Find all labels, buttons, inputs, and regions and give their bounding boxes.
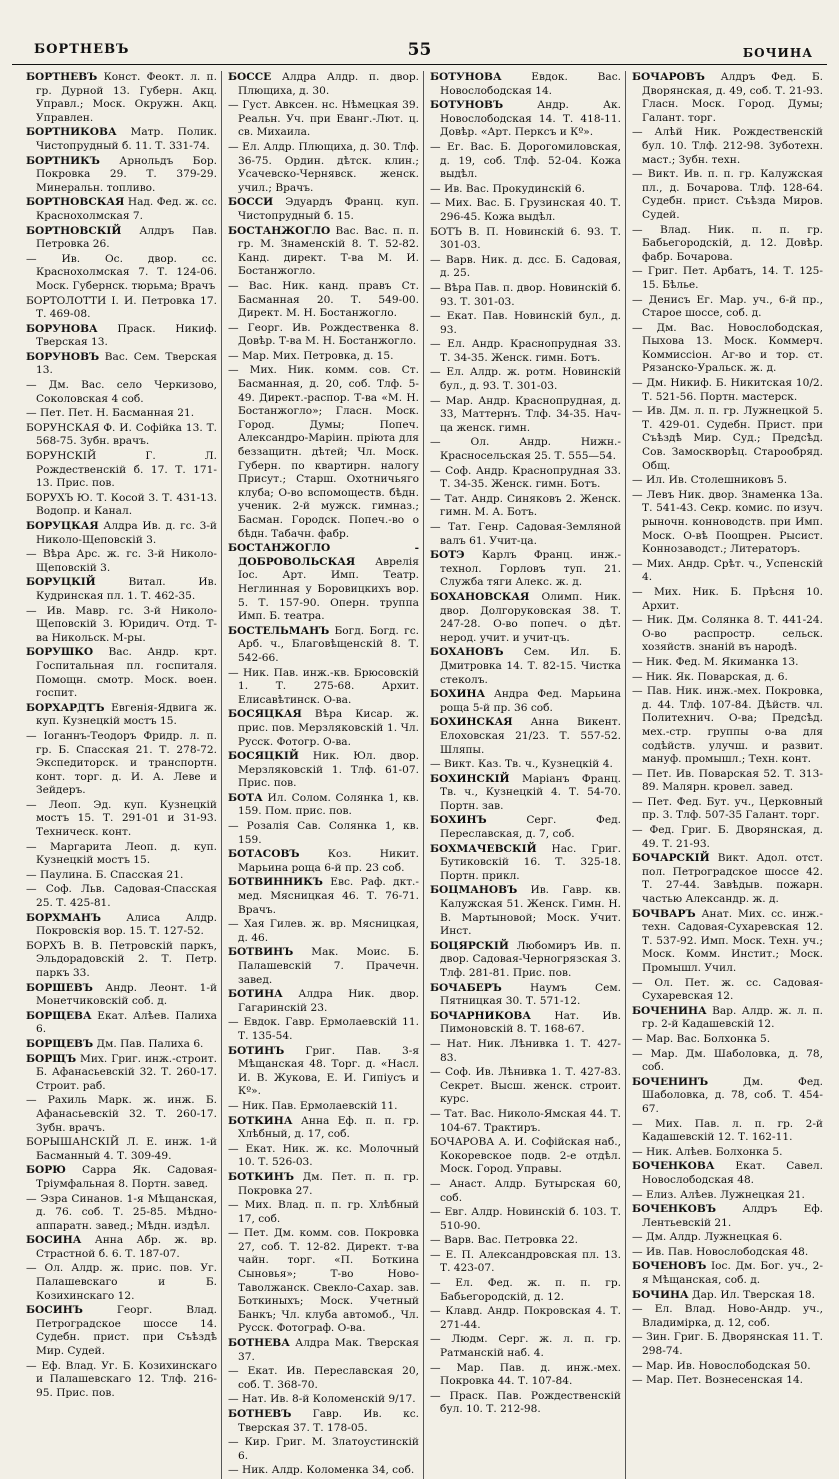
directory-entry: — Мар. Пав. д. инж.-мех. Покровка 44. Т. 107-84. xyxy=(430,1361,621,1388)
directory-entry: БОСИНА Анна Абр. ж. вр. Страстной б. 6. Т. 187-07. xyxy=(26,1234,217,1260)
directory-entry: — Варв. Вас. Петровка 22. xyxy=(430,1234,578,1247)
directory-entry: БОЧЕНИНЪ Дм. Фед. Шаболовка, д. 78, соб. Т. 454-67. xyxy=(632,1075,823,1115)
directory-entry: БОТКИНА Анна Еф. п. п. гр. Хлѣбный, д. 17, соб. xyxy=(228,1114,419,1141)
directory-entry: — Іоганнъ-Теодоръ Фридр. л. п. гр. Б. Спасская 21. Т. 278-72. Экспедиторск. и транспортн. конт. торг. д. И. А. Леве и Зейдеръ. xyxy=(26,729,217,797)
entry-surname: БОТЭ xyxy=(430,549,465,562)
directory-entry: — Варв. Ник. д. дсс. Б. Садовая, д. 25. xyxy=(430,253,621,280)
directory-entry: БОЧВАРЪ Анат. Мих. сс. инж.-техн. Садовая-Сухаревская 12. Т. 537-92. Имп. Моск. Техн. уч.; Моск. Комм. Инстит.; Моск. Промышл. Учил. xyxy=(632,907,823,974)
directory-entry: БОРЫШАНСКІЙ Л. Е. инж. 1-й Басманный 4. Т. 309-49. xyxy=(26,1136,217,1162)
header-left-guide-word: БОРТНЕВЪ xyxy=(34,42,130,57)
directory-entry: БОСТАНЖОГЛО - ДОБРОВОЛЬСКАЯ Аврелія Іос. Арт. Имп. Театр. Неглинная у Боровицкихъ вор. 5. Т. 157-90. Оперн. труппа Имп. Б. театра. xyxy=(228,542,419,623)
directory-entry: — Денисъ Ег. Мар. уч., 6-й пр., Старое шоссе, соб. д. xyxy=(632,293,823,320)
entry-surname: БОЧЕНИНЪ xyxy=(632,1075,709,1088)
directory-entry: — Ник. Пав. инж.-кв. Брюсовскій 1. Т. 275-68. Архит. Елисавѣтинск. О-ва. xyxy=(228,666,419,706)
columns xyxy=(12,71,827,1479)
entry-surname: БОСИНЪ xyxy=(26,1304,83,1317)
directory-entry: — Дм. Вас. Новослободская, Пыхова 13. Моск. Коммерч. Коммиссіон. Аг-во и тор. ст. Рязанско-Уральск. ж. д. xyxy=(632,321,823,375)
page-header xyxy=(12,40,827,65)
entry-surname: БОСИНА xyxy=(26,1234,82,1247)
directory-entry: БОРТНОВСКАЯ Над. Фед. ж. сс. Краснохолмская 7. xyxy=(26,196,217,222)
directory-entry: — Эзра Синанов. 1-я Мѣщанская, д. 76. соб. Т. 25-85. Мѣдно-аппаратн. завед.; Мѣдн. издѣл. xyxy=(26,1192,217,1232)
directory-entry: БОЧЕНОВЪ Іос. Дм. Бог. уч., 2-я Мѣщанская, соб. д. xyxy=(632,1260,823,1287)
directory-entry: БОЦЯРСКІЙ Любомиръ Ив. п. двор. Садовая-Черногрязская 3. Тлф. 281-81. Прис. пов. xyxy=(430,939,621,979)
entry-surname: БОЧЕНКОВЪ xyxy=(632,1203,716,1216)
directory-entry: — Вас. Ник. канд. правъ Ст. Басманная 20. Т. 549-00. Директ. М. Н. Бостанжогло. xyxy=(228,279,419,320)
entry-surname: БОРУШКО xyxy=(26,646,94,659)
directory-entry: — Мих. Пав. л. п. гр. 2-й Кадашевскій 12. Т. 162-11. xyxy=(632,1117,823,1144)
directory-entry: БОТКИНЪ Дм. Пет. п. п. гр. Покровка 27. xyxy=(228,1170,419,1197)
page-number: 55 xyxy=(407,40,432,60)
directory-entry: — Ол. Андр. Нижн.-Красносельская 25. Т. 555—54. xyxy=(430,436,621,463)
entry-surname: БОЧАРСКІЙ xyxy=(632,852,710,865)
directory-entry: БОССЕ Алдра Алдр. п. двор. Плющиха, д. 30. xyxy=(228,71,419,97)
directory-entry: БОРТНЕВЪ Конст. Феокт. л. п. гр. Дурной 13. Губерн. Акц. Управл.; Моск. Окружн. Акц. Управлен. xyxy=(26,71,217,124)
directory-entry: — Рахиль Марк. ж. инж. Б. Афанасьевскій 32. Т. 260-17. Зубн. врачъ. xyxy=(26,1094,217,1134)
directory-entry: БОЧАРСКІЙ Викт. Адол. отст. пол. Петроградское шоссе 42. Т. 27-44. Завѣдыв. пожарн. частью Александр. ж. д. xyxy=(632,852,823,906)
directory-entry: — Розалія Сав. Солянка 1, кв. 159. xyxy=(228,820,419,846)
entry-surname: БОХИНЪ xyxy=(430,814,487,827)
directory-entry: — Ив. Пав. Новослободская 48. xyxy=(632,1245,809,1258)
directory-entry: — Ив. Вас. Прокудинскій 6. xyxy=(430,182,586,195)
directory-entry: — Екат. Ив. Переславская 20, соб. Т. 368-70. xyxy=(228,1365,419,1391)
directory-entry: БОРТНИКОВА Матр. Полик. Чистопрудный б. 11. Т. 331-74. xyxy=(26,126,217,152)
directory-entry: — Нат. Ник. Лѣнивка 1. Т. 427-83. xyxy=(430,1037,621,1064)
directory-entry: — Дм. Никиф. Б. Никитская 10/2. Т. 521-56. Портн. мастерск. xyxy=(632,377,823,403)
entry-surname: БОРУНОВЪ xyxy=(26,350,100,363)
entry-surname: БОТНЕВА xyxy=(228,1337,290,1350)
directory-entry: — Ив. Дм. л. п. гр. Лужнецкой 5. Т. 429-01. Судебн. Прист. при Съѣздѣ Мир. Суд.; Предсѣд. Сов. Замоскворѣц. Старообряд. Общ. xyxy=(632,405,823,472)
directory-entry: — Соф. Льв. Садовая-Спасская 25. Т. 425-81. xyxy=(26,883,217,910)
entry-surname: БОХИНА xyxy=(430,688,486,701)
entry-surname: БОРШЕВЪ xyxy=(26,981,93,994)
directory-entry: БОРЮ Сарра Як. Садовая-Тріумфальная 8. Портн. завед. xyxy=(26,1164,217,1190)
directory-entry: БОРУЦКАЯ Алдра Ив. д. гс. 3-й Николо-Щеповскій 3. xyxy=(26,520,217,546)
directory-entry: — Леоп. Эд. куп. Кузнецкій мостъ 15. Т. 291-01 и 31-93. Техническ. конт. xyxy=(26,798,217,839)
directory-entry: БОТВИНЪ Мак. Моис. Б. Палашевскій 7. Прачечн. завед. xyxy=(228,946,419,986)
entry-surname: БОЧАРНИКОВА xyxy=(430,1009,532,1022)
directory-entry: — Тат. Вас. Николо-Ямская 44. Т. 104-67. Трактиръ. xyxy=(430,1107,621,1134)
entry-surname: БОХМАЧЕВСКІЙ xyxy=(430,842,537,855)
entry-surname: БОРТНИКЪ xyxy=(26,154,100,167)
entry-surname: БОРХМАНЪ xyxy=(26,911,101,924)
directory-entry: — Зин. Григ. Б. Дворянская 11. Т. 298-74. xyxy=(632,1331,823,1358)
directory-entry: — Ол. Пет. ж. сс. Садовая-Сухаревская 12. xyxy=(632,976,823,1003)
entry-surname: БОТА xyxy=(228,791,263,804)
entry-surname: БОСТАНЖОГЛО - ДОБРОВОЛЬСКАЯ xyxy=(228,542,419,568)
entry-surname: БОРУНОВА xyxy=(26,322,98,335)
directory-entry: БОРШЕВЪ Андр. Леонт. 1-й Монетчиковскій соб. д. xyxy=(26,981,217,1008)
directory-entry: — Людм. Серг. ж. л. п. гр. Ратманскій наб. 4. xyxy=(430,1333,621,1360)
entry-surname: БОХАНОВСКАЯ xyxy=(430,590,530,603)
directory-entry: БОРТОЛОТТИ І. И. Петровка 17. Т. 469-08. xyxy=(26,294,217,321)
directory-entry: — Ник. Фед. М. Якиманка 13. xyxy=(632,655,799,668)
entry-surname: БОСЯЦКАЯ xyxy=(228,708,302,721)
directory-entry: — Пет. Пет. Н. Басманная 21. xyxy=(26,407,195,420)
directory-entry: БОЧАБЕРЪ Наумъ Сем. Пятницкая 30. Т. 571-12. xyxy=(430,981,621,1008)
entry-surname: БОХИНСКІЙ xyxy=(430,772,510,785)
directory-entry: — Екат. Ник. ж. кс. Молочный 10. Т. 526-03. xyxy=(228,1142,419,1169)
directory-entry: — Мих. Андр. Срѣт. ч., Успенскій 4. xyxy=(632,557,823,584)
entry-surname: БОЧЕНИНА xyxy=(632,1004,707,1017)
directory-entry: — Мар. Вас. Болхонка 5. xyxy=(632,1032,771,1045)
directory-entry: БОРТНОВСКІЙ Алдръ Пав. Петровка 26. xyxy=(26,224,217,251)
directory-entry: — Ив. Мавр. гс. 3-й Николо-Щеповскій 3. Юридич. Отд. Т-ва Никольск. М-ры. xyxy=(26,604,217,644)
directory-entry: БОЧАРОВЪ Алдръ Фед. Б. Дворянская, д. 49, соб. Т. 21-93. Гласн. Моск. Город. Думы; Галант. торг. xyxy=(632,71,823,124)
directory-entry: БОРЩЪ Мих. Григ. инж.-строит. Б. Афанасьевскій 32. Т. 260-17. Строит. раб. xyxy=(26,1052,217,1092)
directory-entry: БОХИНСКІЙ Маріанъ Франц. Тв. ч., Кузнецкій 4. Т. 54-70. Портн. зав. xyxy=(430,772,621,812)
directory-entry: — Пав. Ник. инж.-мех. Покровка, д. 44. Тлф. 107-84. Дѣйств. чл. Политехнич. О-ва; Предсѣд. мех.-стр. группы о-ва для содѣйств. улучш. и развит. мануф. промышл.; Техн. конт. xyxy=(632,685,823,766)
directory-entry: БОХАНОВЪ Сем. Ил. Б. Дмитровка 14. Т. 82-15. Чистка стеколъ. xyxy=(430,646,621,686)
entry-surname: БОЦЯРСКІЙ xyxy=(430,939,509,952)
directory-entry: БОЧАРНИКОВА Нат. Ив. Пимоновскій 8. Т. 168-67. xyxy=(430,1009,621,1036)
directory-entry: БОХМАЧЕВСКІЙ Нас. Григ. Бутиковскій 16. Т. 325-18. Портн. прикл. xyxy=(430,842,621,882)
directory-entry: БОСИНЪ Георг. Влад. Петроградское шоссе 14. Судебн. прист. при Съѣздѣ Мир. Судей. xyxy=(26,1304,217,1358)
directory-entry: БОТЭ Карлъ Франц. инж.-технол. Горловъ туп. 21. Служба тяги Алекс. ж. д. xyxy=(430,549,621,589)
entry-surname: БОРТНОВСКІЙ xyxy=(26,224,122,237)
directory-entry: БОРУХЪ Ю. Т. Косой 3. Т. 431-13. Водопр. и Канал. xyxy=(26,491,217,518)
directory-entry: БОЧИНА Дар. Ил. Тверская 18. xyxy=(632,1288,815,1301)
entry-surname: БОХИНСКАЯ xyxy=(430,716,513,729)
directory-entry: — Левъ Ник. двор. Знаменка 13а. Т. 541-43. Секр. комис. по изуч. рыночн. конноводств. при Имп. Моск. О-вѣ Поощрен. Рысист. Коннозаводст.; Литераторъ. xyxy=(632,488,823,556)
directory-entry: БОРХМАНЪ Алиса Алдр. Покровскія вор. 15. Т. 127-52. xyxy=(26,911,217,938)
entry-surname: БОРХАРДТЪ xyxy=(26,701,105,714)
directory-entry: — Ив. Ос. двор. сс. Краснохолмская 7. Т. 124-06. Моск. Губернск. тюрьма; Врачъ xyxy=(26,252,217,292)
entry-surname: БОРЩЕВЪ xyxy=(26,1037,94,1050)
directory-entry: — Еф. Влад. Уг. Б. Козихинскаго и Палашевскаго 12. Тлф. 216-95. Прис. пов. xyxy=(26,1359,217,1399)
directory-entry: — Соф. Андр. Краснопрудная 33. Т. 34-35. Женск. гимн. Ботъ. xyxy=(430,464,621,491)
entry-surname: БОРУЦКІЙ xyxy=(26,576,96,589)
directory-entry: БОСЯЦКАЯ Вѣра Кисар. ж. прис. пов. Мерзляковскій 1. Чл. Русск. Фотогр. О-ва. xyxy=(228,708,419,748)
directory-entry: — Мих. Ник. Б. Прѣсня 10. Архит. xyxy=(632,585,823,612)
directory-entry: — Тат. Генр. Садовая-Земляной валъ 61. Учит-ца. xyxy=(430,521,621,547)
directory-entry: БОРЩЕВА Екат. Алѣев. Палиха 6. xyxy=(26,1009,217,1036)
directory-entry: БОХИНЪ Серг. Фед. Переславская, д. 7, соб. xyxy=(430,814,621,841)
directory-entry: БОЧАРОВА А. И. Софійская наб., Кокоревское подв. 2-е отдѣл. Моск. Город. Управы. xyxy=(430,1136,621,1176)
directory-entry: БОРУНОВА Праск. Никиф. Тверская 13. xyxy=(26,322,217,349)
entry-surname: БОЧИНА xyxy=(632,1288,689,1301)
entry-surname: БОСЯЦКІЙ xyxy=(228,750,299,763)
directory-entry: БОРХЪ В. В. Петровскій паркъ, Эльдорадовскій 2. Т. Петр. паркъ 33. xyxy=(26,939,217,979)
directory-entry: — Ник. Дм. Солянка 8. Т. 441-24. О-во распростр. сельск. хозяйств. знаній въ народѣ. xyxy=(632,614,823,654)
directory-entry: БОРТНИКЪ Арнольдъ Бор. Покровка 29. Т. 379-29. Минеральн. топливо. xyxy=(26,154,217,194)
directory-entry: БОСТЕЛЬМАНЪ Богд. Богд. гс. Арб. ч., Благовѣщенскій 8. Т. 542-66. xyxy=(228,624,419,664)
directory-entry: — Праск. Пав. Рождественскій бул. 10. Т. 212-98. xyxy=(430,1389,621,1416)
directory-entry: БОСЯЦКІЙ Ник. Юл. двор. Мерзляковскій 1. Тлф. 61-07. Прис. пов. xyxy=(228,750,419,790)
directory-entry: БОТУНОВА Евдок. Вас. Новослободская 14. xyxy=(430,71,621,97)
directory-entry: БОТИНЪ Григ. Пав. 3-я Мѣщанская 48. Торг. д. «Насл. И. В. Жукова, Е. И. Гипіусъ и Кº». xyxy=(228,1044,419,1098)
directory-entry: — Ел. Алдр. ж. ротм. Новинскій бул., д. 93. Т. 301-03. xyxy=(430,366,621,393)
entry-surname: БОССЕ xyxy=(228,71,272,83)
directory-entry: — Ил. Ив. Столешниковъ 5. xyxy=(632,474,788,487)
entry-surname: БОССИ xyxy=(228,196,274,209)
directory-entry: — Ел. Влад. Ново-Андр. уч., Владимірка, д. 12, соб. xyxy=(632,1303,823,1329)
directory-entry: БОРУШКО Вас. Андр. крт. Госпитальная пл. госпиталя. Помощн. смотр. Моск. воен. госпит. xyxy=(26,646,217,700)
entry-surname: БОЧЕНКОВА xyxy=(632,1160,715,1173)
directory-entry: — Маргарита Леоп. д. куп. Кузнецкій мостъ 15. xyxy=(26,840,217,867)
directory-entry: — Викт. Ив. п. п. гр. Калужская пл., д. Бочарова. Тлф. 128-64. Судебн. прист. Съѣзда Миров. Судей. xyxy=(632,168,823,221)
directory-entry: — Соф. Ив. Лѣнивка 1. Т. 427-83. Секрет. Высш. женск. строит. курс. xyxy=(430,1066,621,1106)
directory-entry: — Влад. Ник. п. п. гр. Бабьегородскій, д. 12. Довѣр. фабр. Бочарова. xyxy=(632,223,823,263)
directory-entry: БОЧЕНИНА Вар. Алдр. ж. л. п. гр. 2-й Кадашевскій 12. xyxy=(632,1004,823,1031)
directory-entry: БОТИНА Алдра Ник. двор. Гагаринскій 23. xyxy=(228,988,419,1014)
directory-entry: — Клавд. Андр. Покровская 4. Т. 271-44. xyxy=(430,1305,621,1331)
directory-entry: — Елиз. Алѣев. Лужнецкая 21. xyxy=(632,1188,805,1201)
directory-entry: БОТУНОВЪ Андр. Ак. Новослободская 14. Т. 418-11. Довѣр. «Арт. Перксъ и Кº». xyxy=(430,99,621,139)
directory-entry: — Екат. Пав. Новинскій бул., д. 93. xyxy=(430,310,621,336)
entry-surname: БОТВИННИКЪ xyxy=(228,876,323,889)
directory-entry: — Мар. Пет. Вознесенская 14. xyxy=(632,1374,804,1387)
directory-entry: — Григ. Пет. Арбатъ, 14. Т. 125-15. Бѣлье. xyxy=(632,265,823,291)
directory-entry: БОЦМАНОВЪ Ив. Гавр. кв. Калужская 51. Женск. Гимн. Н. В. Мартыновой; Моск. Учит. Инст. xyxy=(430,884,621,938)
entry-surname: БОТУНОВЪ xyxy=(430,99,504,112)
directory-entry: — Нат. Ив. 8-й Коломенскій 9/17. xyxy=(228,1393,416,1406)
entry-surname: БОРТНЕВЪ xyxy=(26,71,98,83)
entry-surname: БОСТАНЖОГЛО xyxy=(228,224,331,237)
directory-entry: БОТНЕВА Алдра Мак. Тверская 37. xyxy=(228,1337,419,1363)
directory-entry: — Вѣра Пав. п. двор. Новинскій б. 93. Т. 301-03. xyxy=(430,281,621,308)
directory-entry: БОХАНОВСКАЯ Олимп. Ник. двор. Долгоруковская 38. Т. 247-28. О-во попеч. о дѣт. нерод. учит. и учит-цъ. xyxy=(430,590,621,644)
directory-entry: БОРУНОВЪ Вас. Сем. Тверская 13. xyxy=(26,350,217,377)
directory-entry: БОРУНСКІЙ Г. Л. Рождественскій б. 17. Т. 171-13. Прис. пов. xyxy=(26,450,217,490)
entry-surname: БОТКИНЪ xyxy=(228,1170,294,1183)
entry-surname: БОСТЕЛЬМАНЪ xyxy=(228,624,330,637)
entry-surname: БОТВИНЪ xyxy=(228,946,294,959)
directory-entry: — Ник. Пав. Ермолаевскій 11. xyxy=(228,1099,398,1112)
directory-entry: — Дм. Алдр. Лужнецкая 6. xyxy=(632,1231,783,1244)
directory-entry: — Ол. Алдр. ж. прис. пов. Уг. Палашевскаго и Б. Козихинскаго 12. xyxy=(26,1262,217,1302)
directory-entry: — Мих. Вас. Б. Грузинская 40. Т. 296-45. Кожа выдѣл. xyxy=(430,197,621,223)
directory-entry: — Пет. Ив. Поварская 52. Т. 313-89. Малярн. кровел. завед. xyxy=(632,767,823,794)
directory-entry: БОТНЕВЪ Гавр. Ив. кс. Тверская 37. Т. 178-05. xyxy=(228,1408,419,1434)
directory-entry: — Мих. Ник. комм. сов. Ст. Басманная, д. 20, соб. Тлф. 5-49. Директ.-распор. Т-ва «М. Н. Бостанжогло»; Гласн. Моск. Город. Думы; Попеч. Александро-Маріин. пріюта для беззащитн. дѣтей; Чл. Моск. Губерн. по квартирн. налогу Присут.; Старш. Охотничьяго клуба; О-во вспомоществ. бѣдн. ученик. 2-й мужск. гимназ.; Басман. Городск. Попеч.-во о бѣдн. Табачн. фабр. xyxy=(228,364,419,540)
directory-entry: — Алѣй Ник. Рождественскій бул. 10. Тлф. 212-98. Зуботехн. маст.; Зубн. техн. xyxy=(632,126,823,166)
directory-entry: — Хая Гилев. ж. вр. Мясницкая, д. 46. xyxy=(228,918,419,944)
directory-entry: — Ег. Вас. Б. Дорогомиловская, д. 19, соб. Тлф. 52-04. Кожа выдѣл. xyxy=(430,140,621,181)
directory-entry: БОЧЕНКОВА Екат. Савел. Новослободская 48. xyxy=(632,1160,823,1186)
directory-entry: БОТВИННИКЪ Евс. Раф. дкт.-мед. Мясницкая 46. Т. 76-71. Врачъ. xyxy=(228,876,419,916)
header-right-guide-word: БОЧИНА xyxy=(742,46,813,60)
directory-entry: — Пет. Фед. Бут. уч., Церковный пр. 3. Тлф. 507-35 Галант. торг. xyxy=(632,795,823,822)
entry-surname: БОТИНА xyxy=(228,988,283,1001)
directory-entry: БОТАСОВЪ Коз. Никит. Марьина роща 6-й пр. 23 соб. xyxy=(228,848,419,874)
directory-entry: — Георг. Ив. Рождественка 8. Довѣр. Т-ва М. Н. Бостанжогло. xyxy=(228,321,419,348)
entry-surname: БОТУНОВА xyxy=(430,71,502,83)
directory-entry: БОХИНА Андра Фед. Марьина роща 5-й пр. 36 соб. xyxy=(430,688,621,714)
entry-surname: БОТИНЪ xyxy=(228,1044,285,1057)
directory-entry: — Мар. Андр. Краснопрудная, д. 33, Маттернъ. Тлф. 34-35. Нач-ца женск. гимн. xyxy=(430,394,621,434)
directory-entry: — Мар. Дм. Шаболовка, д. 78, соб. xyxy=(632,1047,823,1074)
entry-surname: БОРТНОВСКАЯ xyxy=(26,196,125,209)
directory-entry: — Е. П. Александровская пл. 13. Т. 423-07. xyxy=(430,1248,621,1275)
directory-entry: — Ник. Як. Поварская, д. 6. xyxy=(632,670,788,683)
directory-entry: — Евг. Алдр. Новинскій б. 103. Т. 510-90. xyxy=(430,1206,621,1232)
directory-entry: — Пет. Дм. комм. сов. Покровка 27, соб. Т. 12-82. Директ. т-ва чайн. торг. «П. Боткина Сыновья»; Т-во Ново-Таволжанск. Свекло-Сахар. зав. Боткиныхъ; Моск. Учетный Банкъ; Чл. клуба автомоб., Чл. Русск. Фотограф. О-ва. xyxy=(228,1227,419,1335)
entry-surname: БОЧАБЕРЪ xyxy=(430,981,502,994)
entry-surname: БОТАСОВЪ xyxy=(228,848,300,861)
entry-surname: БОЧАРОВЪ xyxy=(632,71,705,83)
directory-entry: БОТЪ В. П. Новинскій 6. 93. Т. 301-03. xyxy=(430,225,621,252)
directory-entry: — Вѣра Арс. ж. гс. 3-й Николо-Щеповскій 3. xyxy=(26,548,217,574)
directory-entry: БОТА Ил. Солом. Солянка 1, кв. 159. Пом. прис. пов. xyxy=(228,791,419,818)
entry-surname: БОРЩЪ xyxy=(26,1052,77,1065)
entry-surname: БОЦМАНОВЪ xyxy=(430,884,518,897)
directory-entry: — Ел. Фед. ж. п. п. гр. Бабьегородскій, д. 12. xyxy=(430,1277,621,1303)
entry-surname: БОРЮ xyxy=(26,1164,66,1177)
entry-surname: БОТНЕВЪ xyxy=(228,1408,292,1420)
directory-entry: БОСТАНЖОГЛО Вас. Вас. п. п. гр. М. Знаменскій 8. Т. 52-82. Канд. директ. Т-ва М. И. Бостанжогло. xyxy=(228,224,419,278)
directory-entry: — Тат. Андр. Синяковъ 2. Женск. гимн. М. А. Ботъ. xyxy=(430,492,621,519)
directory-entry: — Викт. Каз. Тв. ч., Кузнецкій 4. xyxy=(430,758,613,771)
directory-entry: БОРХАРДТЪ Евгенія-Ядвига ж. куп. Кузнецкій мостъ 15. xyxy=(26,701,217,728)
entry-surname: БОЧЕНОВЪ xyxy=(632,1260,707,1273)
directory-entry: — Фед. Григ. Б. Дворянская, д. 49. Т. 21-93. xyxy=(632,824,823,850)
entry-surname: БОХАНОВЪ xyxy=(430,646,504,659)
directory-entry: — Кир. Григ. М. Златоустинскій 6. xyxy=(228,1436,419,1462)
entry-surname: БОРУЦКАЯ xyxy=(26,520,99,532)
column-2 xyxy=(228,71,424,1479)
directory-entry: БОРУЦКІЙ Витал. Ив. Кудринская пл. 1. Т. 462-35. xyxy=(26,576,217,602)
directory-entry: — Дм. Вас. село Черкизово, Соколовская 4 соб. xyxy=(26,379,217,405)
directory-entry: БОССИ Эдуардъ Франц. куп. Чистопрудный б. 15. xyxy=(228,196,419,222)
directory-entry: — Ел. Андр. Краснопрудная 33. Т. 34-35. Женск. гимн. Ботъ. xyxy=(430,338,621,364)
directory-entry: — Мар. Мих. Петровка, д. 15. xyxy=(228,349,394,362)
directory-entry: — Густ. Авксен. нс. Нѣмецкая 39. Реальн. Уч. при Еванг.-Лют. ц. св. Михаила. xyxy=(228,99,419,139)
directory-entry: БОРЩЕВЪ Дм. Пав. Палиха 6. xyxy=(26,1037,204,1050)
directory-entry: БОРУНСКАЯ Ф. И. Софійка 13. Т. 568-75. Зубн. врачъ. xyxy=(26,421,217,448)
directory-entry: — Анаст. Алдр. Бутырская 60, соб. xyxy=(430,1177,621,1204)
column-1 xyxy=(26,71,222,1479)
directory-entry: — Ник. Алѣев. Болхонка 5. xyxy=(632,1145,783,1158)
directory-entry: — Мих. Влад. п. п. гр. Хлѣбный 17, соб. xyxy=(228,1199,419,1225)
directory-entry: БОЧЕНКОВЪ Алдръ Еф. Лентьевскій 21. xyxy=(632,1203,823,1229)
directory-entry: — Мар. Ив. Новослободская 50. xyxy=(632,1359,811,1372)
entry-surname: БОЧВАРЪ xyxy=(632,907,696,920)
directory-entry: БОХИНСКАЯ Анна Викент. Елоховская 21/23. Т. 557-52. Шляпы. xyxy=(430,716,621,756)
directory-entry: — Евдок. Гавр. Ермолаевскій 11. Т. 135-54. xyxy=(228,1016,419,1042)
directory-entry: — Ник. Алдр. Коломенка 34, соб. xyxy=(228,1464,415,1477)
entry-surname: БОРЩЕВА xyxy=(26,1009,92,1022)
column-4 xyxy=(632,71,827,1479)
column-3 xyxy=(430,71,626,1479)
entry-surname: БОТКИНА xyxy=(228,1114,293,1127)
directory-entry: — Ел. Алдр. Плющиха, д. 30. Тлф. 36-75. Ордин. дѣтск. клин.; Усачевско-Чернявск. женск. учил.; Врачъ. xyxy=(228,140,419,194)
entry-surname: БОРТНИКОВА xyxy=(26,126,117,139)
directory-entry: — Паулина. Б. Спасская 21. xyxy=(26,868,184,881)
